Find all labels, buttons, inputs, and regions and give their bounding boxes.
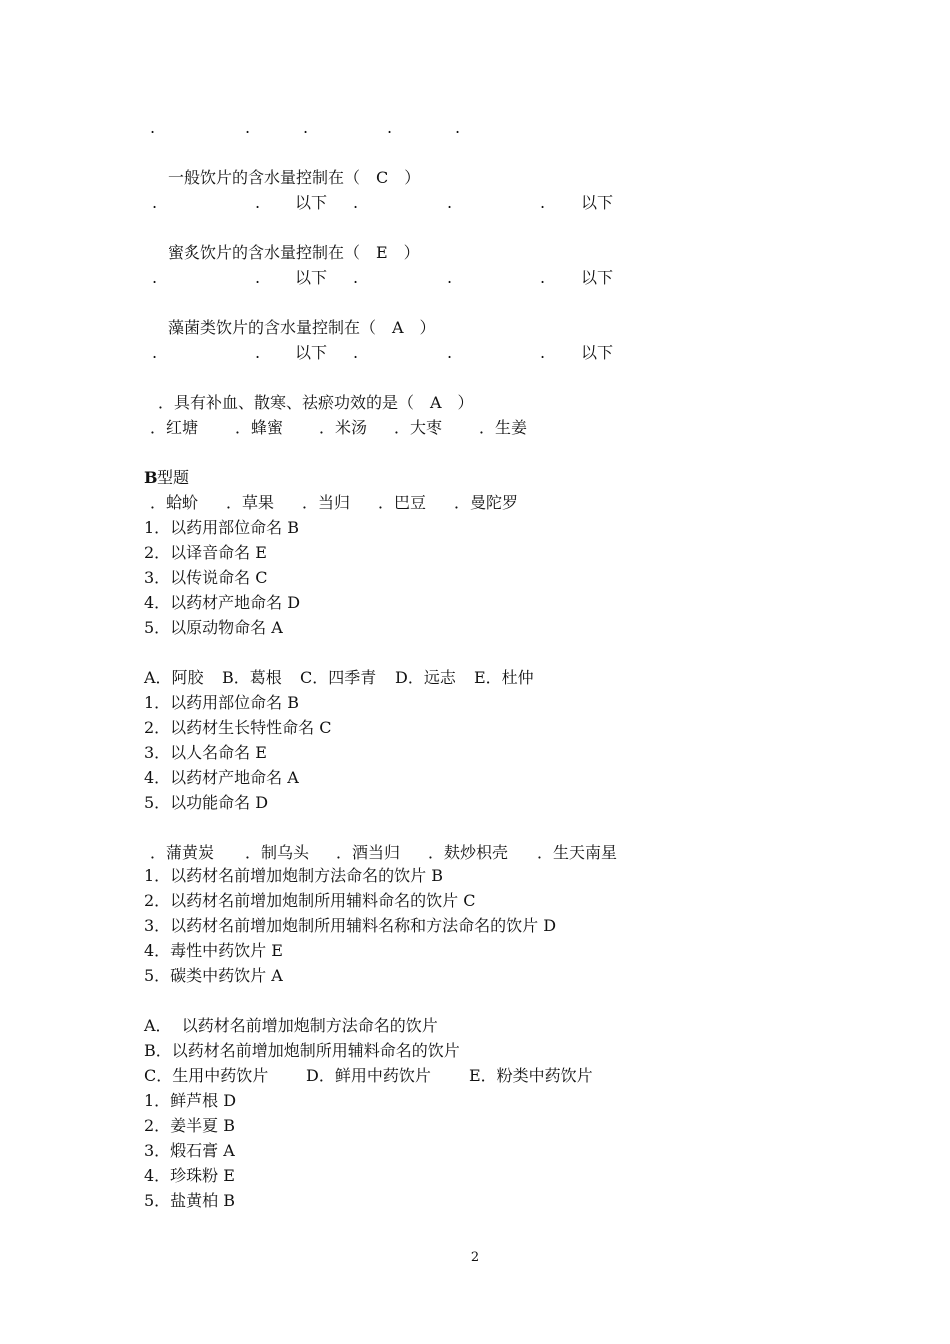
option: . bbox=[447, 343, 453, 362]
option: . bbox=[353, 193, 359, 212]
option: ．曼陀罗 bbox=[454, 493, 519, 512]
option: 以下 bbox=[581, 343, 614, 362]
option: . bbox=[152, 193, 158, 212]
option: . bbox=[540, 193, 546, 212]
question-1-stem: 一般饮片的含水量控制在（ C ） bbox=[168, 168, 421, 187]
option: E．杜仲 bbox=[474, 668, 534, 687]
list-item: 1．鲜芦根 D bbox=[144, 1091, 237, 1110]
option-a: A． 以药材名前增加炮制方法命名的饮片 bbox=[144, 1016, 438, 1035]
list-item: 4．以药材产地命名 A bbox=[144, 768, 299, 787]
list-item: 4．珍珠粉 E bbox=[144, 1166, 235, 1185]
list-item: 5．碳类中药饮片 A bbox=[144, 966, 283, 985]
option: ．米汤 bbox=[319, 418, 368, 437]
option: 以下 bbox=[581, 268, 614, 287]
option: ．蒲黄炭 bbox=[150, 843, 215, 862]
option: . bbox=[152, 343, 158, 362]
option: ．酒当归 bbox=[336, 843, 401, 862]
section-letter: B bbox=[144, 468, 158, 487]
option: ．大枣 bbox=[394, 418, 443, 437]
option: . bbox=[255, 268, 261, 287]
option: C．四季青 bbox=[300, 668, 377, 687]
option: ．生姜 bbox=[479, 418, 528, 437]
option: E．粉类中药饮片 bbox=[469, 1066, 593, 1085]
question-4-stem: ．具有补血、散寒、祛瘀功效的是（ A ） bbox=[158, 393, 474, 412]
option: ．生天南星 bbox=[537, 843, 618, 862]
question-3-stem: 藻菌类饮片的含水量控制在（ A ） bbox=[168, 318, 436, 337]
question-2-stem: 蜜炙饮片的含水量控制在（ E ） bbox=[168, 243, 420, 262]
page-number: 2 bbox=[470, 1250, 480, 1265]
option: ．当归 bbox=[302, 493, 351, 512]
list-item: 2．以译音命名 E bbox=[144, 543, 267, 562]
dot: . bbox=[303, 118, 309, 137]
list-item: 5．以功能命名 D bbox=[144, 793, 269, 812]
option: . bbox=[255, 343, 261, 362]
option: C．生用中药饮片 bbox=[144, 1066, 269, 1085]
option: A．阿胶 bbox=[144, 668, 204, 687]
list-item: 3．以药材名前增加炮制所用辅料名称和方法命名的饮片 D bbox=[144, 916, 557, 935]
option-b: B．以药材名前增加炮制所用辅料命名的饮片 bbox=[144, 1041, 460, 1060]
option: D．远志 bbox=[395, 668, 456, 687]
dot: . bbox=[245, 118, 251, 137]
option: ．蛤蚧 bbox=[150, 493, 199, 512]
list-item: 1．以药用部位命名 B bbox=[144, 518, 300, 537]
list-item: 2．以药材名前增加炮制所用辅料命名的饮片 C bbox=[144, 891, 476, 910]
list-item: 1．以药用部位命名 B bbox=[144, 693, 300, 712]
option: D．鲜用中药饮片 bbox=[306, 1066, 431, 1085]
option: 以下 bbox=[581, 193, 614, 212]
list-item: 2．以药材生长特性命名 C bbox=[144, 718, 332, 737]
option: ．制乌头 bbox=[245, 843, 310, 862]
option: ．巴豆 bbox=[378, 493, 427, 512]
dot: . bbox=[387, 118, 393, 137]
option: ．麸炒枳壳 bbox=[428, 843, 509, 862]
section-label: 型题 bbox=[157, 468, 190, 487]
option: . bbox=[255, 193, 261, 212]
option: B．葛根 bbox=[222, 668, 282, 687]
list-item: 2．姜半夏 B bbox=[144, 1116, 236, 1135]
option: . bbox=[447, 268, 453, 287]
list-item: 5．盐黄柏 B bbox=[144, 1191, 236, 1210]
option: ．草果 bbox=[226, 493, 275, 512]
list-item: 3．以传说命名 C bbox=[144, 568, 268, 587]
option: . bbox=[447, 193, 453, 212]
option: . bbox=[540, 343, 546, 362]
option: 以下 bbox=[295, 268, 328, 287]
list-item: 5．以原动物命名 A bbox=[144, 618, 283, 637]
option: . bbox=[353, 268, 359, 287]
option: 以下 bbox=[295, 343, 328, 362]
option: . bbox=[353, 343, 359, 362]
dot: . bbox=[455, 118, 461, 137]
list-item: 4．毒性中药饮片 E bbox=[144, 941, 283, 960]
list-item: 1．以药材名前增加炮制方法命名的饮片 B bbox=[144, 866, 444, 885]
list-item: 3．煅石膏 A bbox=[144, 1141, 235, 1160]
option: ．红塘 bbox=[150, 418, 199, 437]
option: 以下 bbox=[295, 193, 328, 212]
option: . bbox=[152, 268, 158, 287]
option: . bbox=[540, 268, 546, 287]
list-item: 3．以人名命名 E bbox=[144, 743, 267, 762]
dot: . bbox=[150, 118, 156, 137]
option: ．蜂蜜 bbox=[235, 418, 284, 437]
list-item: 4．以药材产地命名 D bbox=[144, 593, 301, 612]
